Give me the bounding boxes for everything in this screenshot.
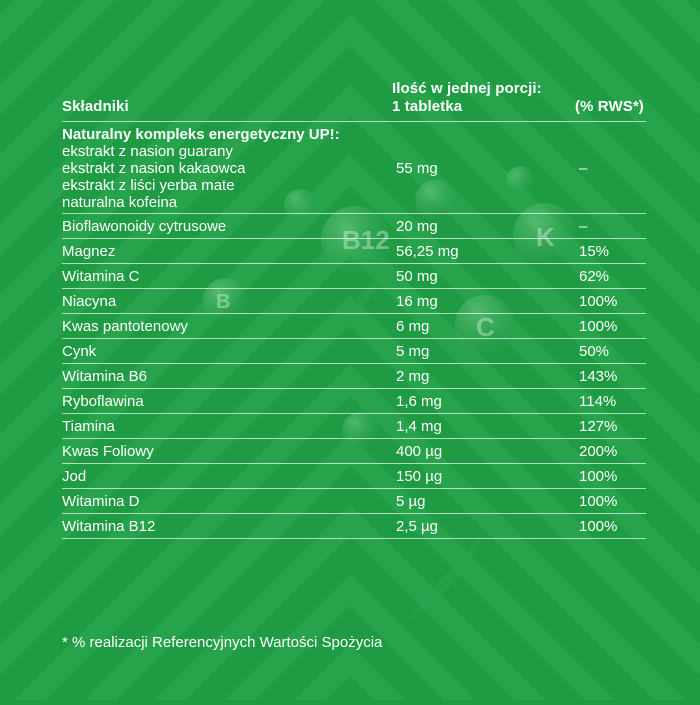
table-row (62, 489, 646, 514)
rws-cell: 100% (579, 293, 618, 310)
ingredient-cell: Witamina D (62, 493, 140, 510)
table-row (62, 339, 646, 364)
group-line: ekstrakt z nasion kakaowca (62, 160, 246, 177)
amount-cell: 1,6 mg (396, 393, 442, 410)
table-row (62, 414, 646, 439)
rws-cell: 50% (579, 343, 610, 360)
header-amount (392, 80, 542, 116)
table-row (62, 214, 646, 239)
bubble-letter: B (216, 291, 231, 313)
amount-cell: 2,5 µg (396, 518, 439, 535)
ingredient-cell: Witamina C (62, 268, 140, 285)
rws-cell: 62% (579, 268, 610, 285)
table-row (62, 289, 646, 314)
bubble-letter: C (476, 312, 495, 342)
ingredient-cell (62, 126, 340, 211)
amount-cell: 150 µg (396, 468, 443, 485)
bubble-letter: K (536, 222, 555, 252)
group-line: ekstrakt z liści yerba mate (62, 177, 235, 194)
header-rws: (% RWS*) (575, 98, 644, 115)
table-row (62, 264, 646, 289)
ingredient-cell: Magnez (62, 243, 116, 260)
table-row-energy-complex (62, 122, 646, 214)
amount-cell: 6 mg (396, 318, 430, 335)
rws-cell: – (579, 218, 588, 235)
amount-cell: 5 µg (396, 493, 426, 510)
amount-cell: 50 mg (396, 268, 438, 285)
rws-cell: 114% (579, 393, 617, 410)
amount-cell: 2 mg (396, 368, 430, 385)
table-row (62, 314, 646, 339)
ingredient-cell: Niacyna (62, 293, 117, 310)
ingredient-cell: Kwas pantotenowy (62, 318, 188, 335)
ingredient-cell: Tiamina (62, 418, 115, 435)
table-row (62, 364, 646, 389)
nutrition-table (58, 121, 646, 539)
group-title: Naturalny kompleks energetyczny UP!: (62, 126, 340, 143)
amount-cell: 56,25 mg (396, 243, 459, 260)
rws-cell: 100% (579, 468, 618, 485)
rws-cell: 100% (579, 493, 618, 510)
header-ingredients: Składniki (62, 98, 129, 115)
rws-cell: 100% (579, 518, 618, 535)
table-row (62, 439, 646, 464)
table-row (62, 514, 646, 539)
table-row (62, 389, 646, 414)
rws-cell: 143% (579, 368, 618, 385)
rws-cell: 15% (579, 243, 610, 260)
rws-cell: – (579, 160, 588, 177)
amount-cell: 400 µg (396, 443, 443, 460)
amount-cell: 20 mg (396, 218, 438, 235)
amount-cell: 55 mg (396, 160, 438, 177)
ingredient-cell: Ryboflawina (62, 393, 144, 410)
header-amount-line1: Ilość w jednej porcji: (392, 80, 542, 97)
bubble-letter: B12 (342, 225, 390, 255)
ingredient-cell: Cynk (62, 343, 97, 360)
table-row (62, 464, 646, 489)
header-amount-line2: 1 tabletka (392, 98, 463, 115)
amount-cell: 5 mg (396, 343, 430, 360)
group-line: ekstrakt z nasion guarany (62, 143, 233, 160)
group-line: naturalna kofeina (62, 194, 178, 211)
table-row (62, 239, 646, 264)
rws-cell: 127% (579, 418, 618, 435)
rws-cell: 200% (579, 443, 618, 460)
ingredient-cell: Witamina B12 (62, 518, 156, 535)
footnote: * % realizacji Referencyjnych Wartości Spożycia (62, 634, 383, 651)
table-rows (58, 214, 646, 539)
rws-cell: 100% (579, 318, 618, 335)
ingredient-cell: Jod (62, 468, 87, 485)
ingredient-cell: Kwas Foliowy (62, 443, 154, 460)
amount-cell: 1,4 mg (396, 418, 442, 435)
ingredient-cell: Witamina B6 (62, 368, 148, 385)
ingredient-cell: Bioflawonoidy cytrusowe (62, 218, 227, 235)
amount-cell: 16 mg (396, 293, 438, 310)
